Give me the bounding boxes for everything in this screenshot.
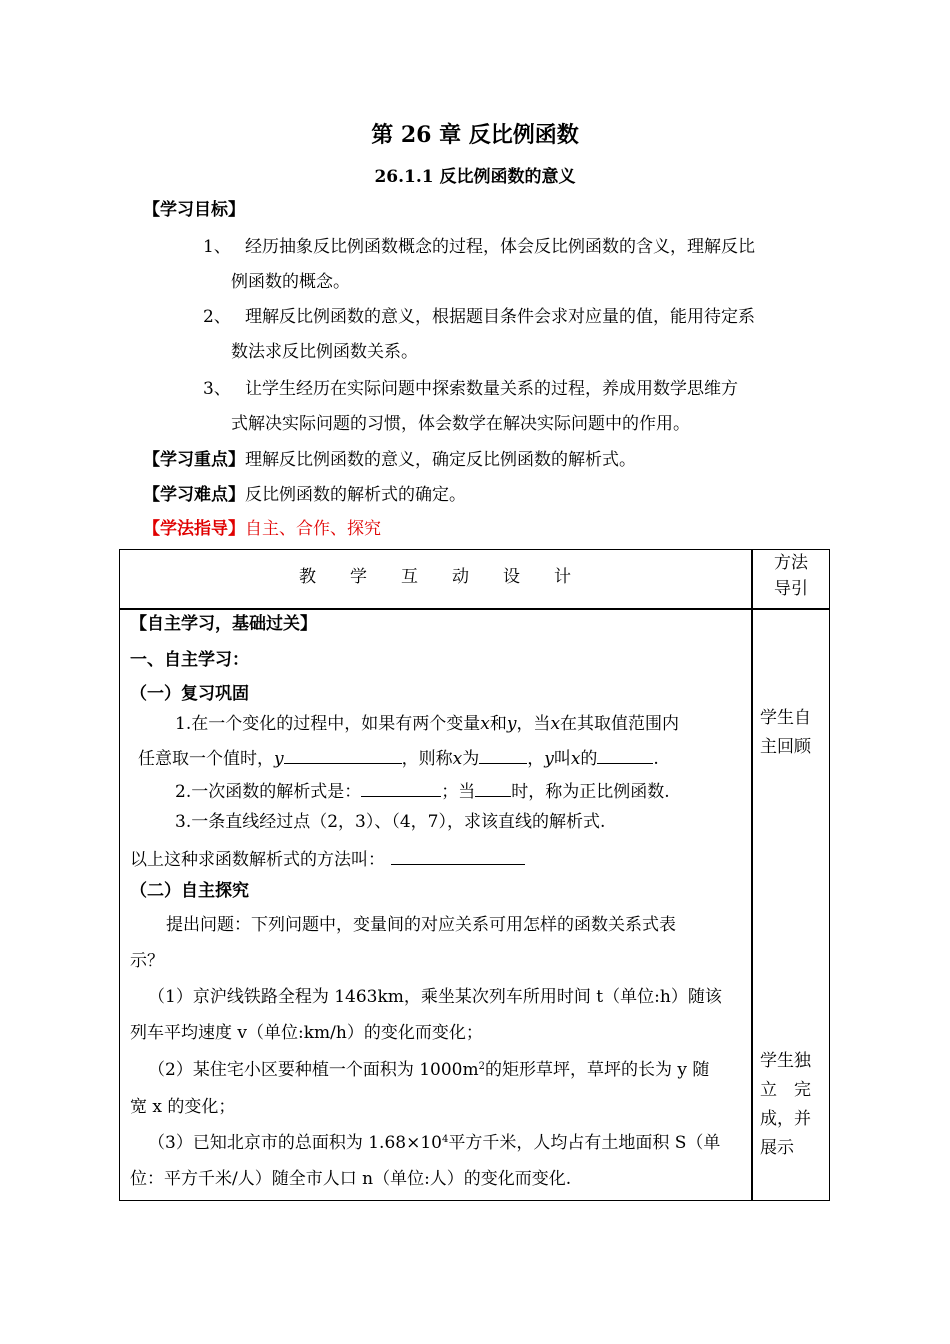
problem-1-line1: （1）京沪线铁路全程为 1463km，乘坐某次列车所用时间 t（单位:h）随该 (148, 987, 722, 1007)
side-note-1-line1: 学生自 (760, 708, 811, 728)
question-2 (175, 778, 670, 803)
q2-text-a: 2.一次函数的解析式是： (175, 782, 362, 802)
objective-3-line1: 让学生经历在实际问题中探索数量关系的过程，养成用数学思维方 (245, 379, 738, 399)
q2-text-c: 时，称为正比例函数. (511, 782, 670, 802)
p3-text-a1: （3）已知北京市的总面积为 1.68×10 (148, 1133, 442, 1153)
difficulty-label: 【学习难点】 (143, 485, 245, 505)
question-3: 3.一条直线经过点（2，3）、（4，7），求该直线的解析式. (175, 812, 606, 832)
side-note-2-line3: 成，并 (760, 1109, 811, 1129)
objective-3-line2: 式解决实际问题的习惯，体会数学在解决实际问题中的作用。 (231, 414, 690, 434)
section-heading: 【自主学习，基础过关】 (130, 614, 317, 634)
table-header-main: 教 学 互 动 设 计 (299, 567, 571, 587)
question-1-line1 (175, 713, 679, 735)
side-note-1-line2: 主回顾 (760, 737, 811, 757)
problem-3-line2: 位：平方千米/人）随全市人口 n（单位:人）的变化而变化. (130, 1169, 572, 1189)
objective-1-number: 1、 (203, 237, 231, 257)
p2-superscript: 2 (478, 1061, 485, 1072)
objective-2-number: 2、 (203, 307, 231, 327)
problem-3-line1 (148, 1132, 720, 1154)
p2-text-a2: 的矩形草坪，草坪的长为 y 随 (484, 1060, 710, 1080)
page-subtitle: 26.1.1 反比例函数的意义 (374, 167, 576, 187)
q1-var-y-3: y (544, 749, 554, 769)
problem-1-line2: 列车平均速度 v（单位:km/h）的变化而变化； (130, 1023, 483, 1043)
table-header-side-2: 导引 (774, 579, 808, 599)
q1-text-d: 任意取一个值时， (138, 749, 274, 769)
q1-var-x-2: x (550, 714, 561, 734)
review-heading: （一）复习巩固 (130, 684, 249, 704)
difficulty-row (143, 484, 466, 506)
key-point-label: 【学习重点】 (143, 450, 245, 470)
side-note-2-line4: 展示 (760, 1138, 794, 1158)
q1-var-x: x (480, 714, 490, 734)
key-point-text: 理解反比例函数的意义，确定反比例函数的解析式。 (245, 450, 636, 470)
q1-blank-2[interactable] (479, 745, 527, 764)
q1-var-x-3: x (452, 749, 463, 769)
q1-text-and: 和 (489, 714, 507, 734)
q1-var-y-2: y (274, 749, 284, 769)
q3-method-blank[interactable] (391, 846, 525, 865)
table-column-divider (751, 549, 753, 1201)
q1-text-e: ，则称 (401, 749, 453, 769)
q3-method-text: 以上这种求函数解析式的方法叫： (130, 850, 385, 870)
objectives-heading: 【学习目标】 (143, 200, 245, 220)
q1-text-g: ， (527, 749, 545, 769)
explore-heading: （二）自主探究 (130, 881, 249, 901)
q1-blank-3[interactable] (597, 745, 653, 764)
q2-blank-2[interactable] (475, 778, 511, 797)
explore-prompt-line2: 示？ (130, 951, 164, 971)
q1-var-x-4: x (570, 749, 581, 769)
page-title: 第 26 章 反比例函数 (371, 122, 579, 148)
objective-1-line1: 经历抽象反比例函数概念的过程，体会反比例函数的含义，理解反比 (245, 237, 755, 257)
problem-2-line1 (148, 1059, 709, 1081)
method-label: 【学法指导】 (143, 519, 245, 539)
p3-text-a2: 平方千米，人均占有土地面积 S（单 (448, 1133, 721, 1153)
p3-superscript: 4 (441, 1134, 449, 1145)
q1-text-a: 1.在一个变化的过程中，如果有两个变量 (175, 714, 481, 734)
difficulty-text: 反比例函数的解析式的确定。 (245, 485, 466, 505)
table-header-side-1: 方法 (774, 553, 808, 573)
objective-2-line2: 数法求反比例函数关系。 (231, 342, 418, 362)
q1-blank-1[interactable] (284, 745, 402, 764)
side-note-2-line1: 学生独 (760, 1051, 811, 1071)
question-1-line2 (138, 745, 659, 770)
p2-text-a1: （2）某住宅小区要种植一个面积为 1000m (148, 1060, 479, 1080)
side-note-2-line2: 立 完 (760, 1080, 811, 1100)
key-point-row (143, 449, 636, 471)
objective-3-number: 3、 (203, 379, 231, 399)
method-row (143, 518, 381, 540)
method-text: 自主、合作、探究 (245, 519, 381, 539)
problem-2-line2: 宽 x 的变化； (130, 1097, 236, 1117)
q2-text-b: ；当 (441, 782, 476, 802)
q1-text-h: 叫 (553, 749, 571, 769)
q1-text-f: 为 (462, 749, 480, 769)
q1-text-end: . (653, 749, 659, 769)
q1-text-c: 在其取值范围内 (560, 714, 680, 734)
q1-var-y: y (506, 714, 517, 734)
explore-prompt-line1: 提出问题：下列问题中，变量间的对应关系可用怎样的函数关系式表 (166, 915, 676, 935)
q2-blank-1[interactable] (361, 778, 441, 797)
table-header-divider (119, 608, 830, 610)
q1-text-i: 的 (580, 749, 598, 769)
q1-text-b: ，当 (516, 714, 551, 734)
part-one-heading: 一、自主学习： (130, 650, 249, 670)
objective-1-line2: 例函数的概念。 (231, 272, 350, 292)
objective-2-line1: 理解反比例函数的意义，根据题目条件会求对应量的值，能用待定系 (245, 307, 755, 327)
question-3-method (130, 846, 525, 871)
